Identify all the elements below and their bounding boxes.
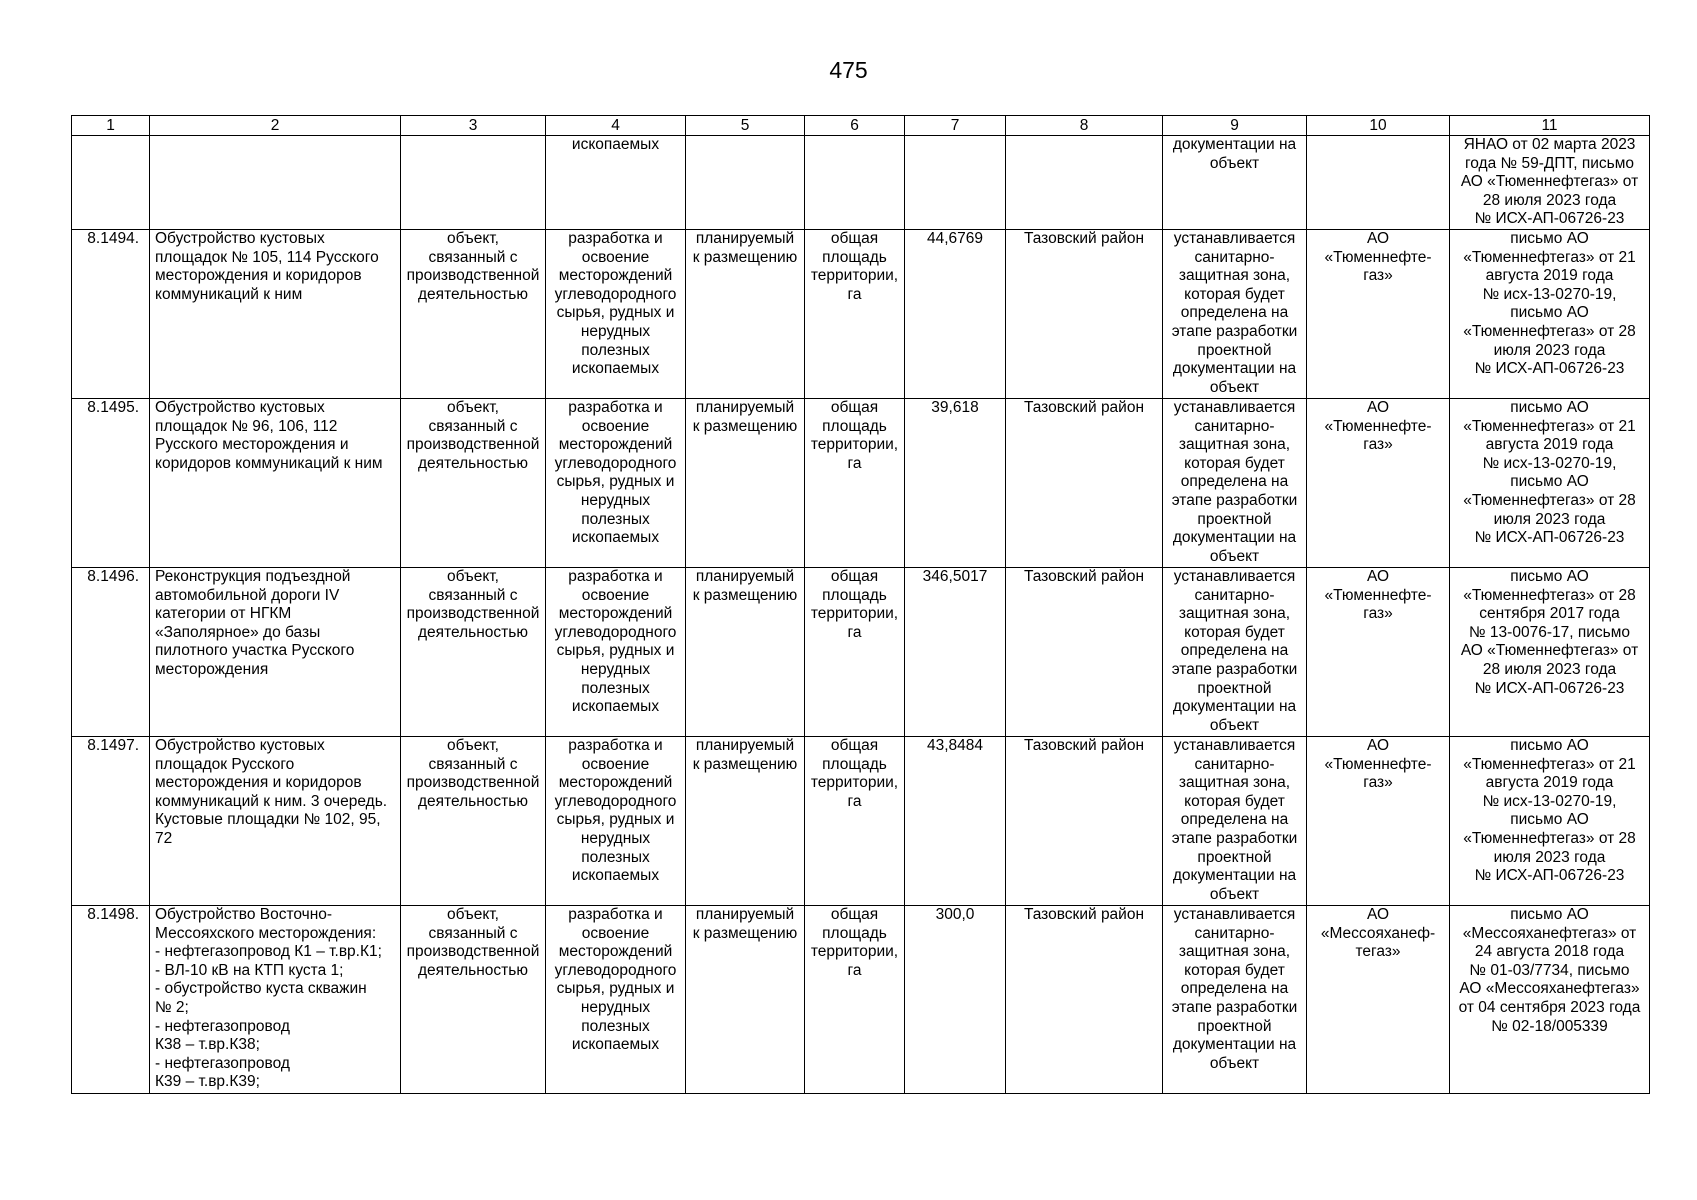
cell-zone: устанавливается санитарно- защитная зона, которая будет определена на этапе разработки проектной документации на объект <box>1163 398 1307 567</box>
cell-name: Обустройство Восточно- Мессояхского месторождения: - нефтегазопровод К1 – т.вр.К1; - ВЛ-10 кВ на КТП куста 1; - обустройство куста скважин № 2; - нефтегазопровод К38 – т.вр.К38; - нефтегазопровод К39 – т.вр.К39; <box>150 905 401 1093</box>
cell-basis: письмо АО «Тюменнефтегаз» от 21 августа 2019 года № исх-13-0270-19, письмо АО «Тюменнефтегаз» от 28 июля 2023 года № ИСХ-АП-06726-23 <box>1450 229 1650 398</box>
cell-number: 8.1494. <box>72 229 150 398</box>
cell-name: Обустройство кустовых площадок № 96, 106, 112 Русского месторождения и коридоров коммуникаций к ним <box>150 398 401 567</box>
cell-location: Тазовский район <box>1006 905 1163 1093</box>
cell-status: планируемый к размещению <box>686 229 805 398</box>
cell-value: 300,0 <box>905 905 1006 1093</box>
column-header: 3 <box>401 116 546 136</box>
cell-name: Реконструкция подъездной автомобильной дороги IV категории от НГКМ «Заполярное» до базы пилотного участка Русского месторождения <box>150 567 401 736</box>
table-row <box>72 736 1650 905</box>
cell-zone: устанавливается санитарно- защитная зона, которая будет определена на этапе разработки проектной документации на объект <box>1163 736 1307 905</box>
cell-value: 43,8484 <box>905 736 1006 905</box>
cell-zone: устанавливается санитарно- защитная зона, которая будет определена на этапе разработки проектной документации на объект <box>1163 905 1307 1093</box>
cell-location: Тазовский район <box>1006 398 1163 567</box>
cell-number: 8.1497. <box>72 736 150 905</box>
cell-name: Обустройство кустовых площадок № 105, 114 Русского месторождения и коридоров коммуникаций к ним <box>150 229 401 398</box>
cell-status: планируемый к размещению <box>686 736 805 905</box>
document-table <box>71 115 1650 1094</box>
column-header: 5 <box>686 116 805 136</box>
cell-value: 346,5017 <box>905 567 1006 736</box>
column-header: 4 <box>546 116 686 136</box>
cell-value: 44,6769 <box>905 229 1006 398</box>
cell-characteristic: общая площадь территории, га <box>805 736 905 905</box>
column-header: 8 <box>1006 116 1163 136</box>
cell-characteristic: общая площадь территории, га <box>805 398 905 567</box>
cell-basis: ЯНАО от 02 марта 2023 года № 59-ДПТ, письмо АО «Тюменнефтегаз» от 28 июля 2023 года № ИСХ-АП-06726-23 <box>1450 136 1650 230</box>
cell-type: объект, связанный с производственной деятельностью <box>401 567 546 736</box>
cell-type: объект, связанный с производственной деятельностью <box>401 905 546 1093</box>
cell-characteristic <box>805 136 905 230</box>
cell-zone: устанавливается санитарно- защитная зона, которая будет определена на этапе разработки проектной документации на объект <box>1163 229 1307 398</box>
column-number-header <box>72 116 1650 136</box>
column-header: 10 <box>1307 116 1450 136</box>
cell-basis: письмо АО «Тюменнефтегаз» от 21 августа 2019 года № исх-13-0270-19, письмо АО «Тюменнефтегаз» от 28 июля 2023 года № ИСХ-АП-06726-23 <box>1450 736 1650 905</box>
column-header: 2 <box>150 116 401 136</box>
cell-owner: АО «Тюменнефте- газ» <box>1307 567 1450 736</box>
continuation-row <box>72 136 1650 230</box>
cell-number: 8.1496. <box>72 567 150 736</box>
cell-type: объект, связанный с производственной деятельностью <box>401 229 546 398</box>
table-row <box>72 229 1650 398</box>
cell-purpose: разработка и освоение месторождений углеводородного сырья, рудных и нерудных полезных ископаемых <box>546 398 686 567</box>
cell-status: планируемый к размещению <box>686 905 805 1093</box>
cell-type <box>401 136 546 230</box>
cell-purpose: разработка и освоение месторождений углеводородного сырья, рудных и нерудных полезных ископаемых <box>546 567 686 736</box>
column-header: 1 <box>72 116 150 136</box>
cell-type: объект, связанный с производственной деятельностью <box>401 398 546 567</box>
cell-purpose: ископаемых <box>546 136 686 230</box>
cell-owner: АО «Тюменнефте- газ» <box>1307 229 1450 398</box>
cell-owner: АО «Тюменнефте- газ» <box>1307 398 1450 567</box>
cell-purpose: разработка и освоение месторождений углеводородного сырья, рудных и нерудных полезных ископаемых <box>546 229 686 398</box>
table-row <box>72 398 1650 567</box>
cell-owner: АО «Тюменнефте- газ» <box>1307 736 1450 905</box>
cell-type: объект, связанный с производственной деятельностью <box>401 736 546 905</box>
cell-characteristic: общая площадь территории, га <box>805 229 905 398</box>
cell-name: Обустройство кустовых площадок Русского месторождения и коридоров коммуникаций к ним. 3 очередь. Кустовые площадки № 102, 95, 72 <box>150 736 401 905</box>
cell-owner <box>1307 136 1450 230</box>
cell-value: 39,618 <box>905 398 1006 567</box>
cell-basis: письмо АО «Тюменнефтегаз» от 21 августа 2019 года № исх-13-0270-19, письмо АО «Тюменнефтегаз» от 28 июля 2023 года № ИСХ-АП-06726-23 <box>1450 398 1650 567</box>
cell-name <box>150 136 401 230</box>
column-header: 6 <box>805 116 905 136</box>
column-header: 7 <box>905 116 1006 136</box>
cell-status: планируемый к размещению <box>686 567 805 736</box>
cell-purpose: разработка и освоение месторождений углеводородного сырья, рудных и нерудных полезных ископаемых <box>546 905 686 1093</box>
column-header: 9 <box>1163 116 1307 136</box>
cell-characteristic: общая площадь территории, га <box>805 567 905 736</box>
cell-owner: АО «Мессояханеф- тегаз» <box>1307 905 1450 1093</box>
cell-zone: устанавливается санитарно- защитная зона, которая будет определена на этапе разработки проектной документации на объект <box>1163 567 1307 736</box>
cell-location: Тазовский район <box>1006 229 1163 398</box>
cell-location: Тазовский район <box>1006 567 1163 736</box>
cell-status: планируемый к размещению <box>686 398 805 567</box>
cell-basis: письмо АО «Мессояханефтегаз» от 24 августа 2018 года № 01-03/7734, письмо АО «Мессояханефтегаз» от 04 сентября 2023 года № 02-18/005339 <box>1450 905 1650 1093</box>
page-number: 475 <box>829 57 868 83</box>
cell-characteristic: общая площадь территории, га <box>805 905 905 1093</box>
cell-zone: документации на объект <box>1163 136 1307 230</box>
cell-status <box>686 136 805 230</box>
cell-basis: письмо АО «Тюменнефтегаз» от 28 сентября 2017 года № 13-0076-17, письмо АО «Тюменнефтегаз» от 28 июля 2023 года № ИСХ-АП-06726-23 <box>1450 567 1650 736</box>
table-row <box>72 905 1650 1093</box>
cell-number: 8.1495. <box>72 398 150 567</box>
cell-value <box>905 136 1006 230</box>
cell-number: 8.1498. <box>72 905 150 1093</box>
table-row <box>72 567 1650 736</box>
cell-location <box>1006 136 1163 230</box>
column-header: 11 <box>1450 116 1650 136</box>
cell-purpose: разработка и освоение месторождений углеводородного сырья, рудных и нерудных полезных ископаемых <box>546 736 686 905</box>
cell-location: Тазовский район <box>1006 736 1163 905</box>
cell-number <box>72 136 150 230</box>
